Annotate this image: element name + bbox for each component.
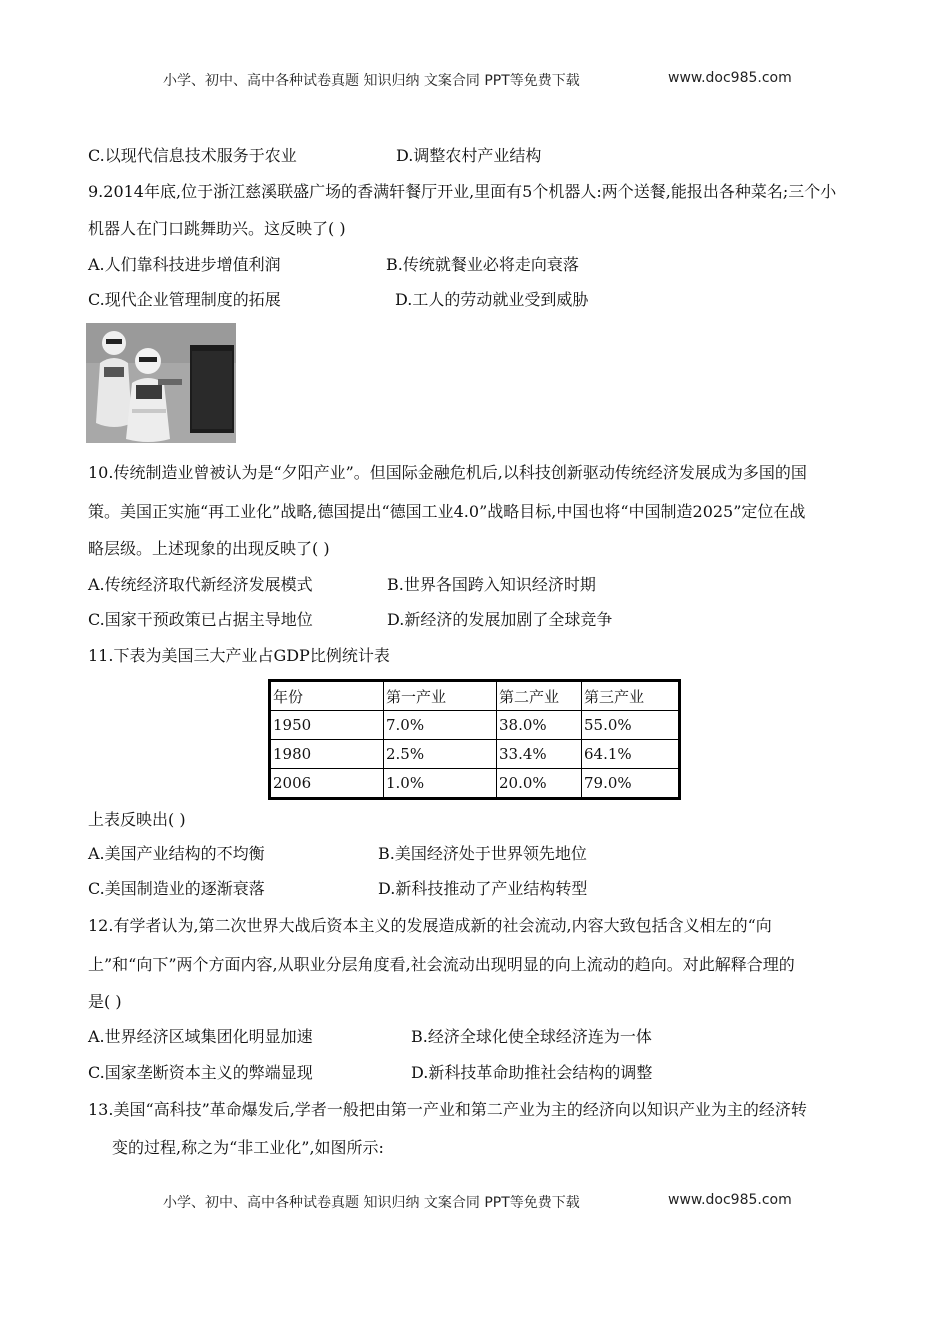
q12-stem-line2: 上”和“向下”两个方面内容,从职业分层角度看,社会流动出现明显的向上流动的趋向。对此解释合理的 — [88, 955, 795, 974]
q10-stem-line3: 略层级。上述现象的出现反映了( ) — [88, 539, 330, 558]
table-row — [270, 711, 680, 740]
table-cell: 33.4% — [497, 740, 582, 769]
header-site: www.doc985.com — [668, 70, 792, 86]
table-cell: 64.1% — [582, 740, 680, 769]
robot-photo-illustration — [86, 323, 236, 443]
table-cell: 2.5% — [384, 740, 497, 769]
table-cell: 7.0% — [384, 711, 497, 740]
q10-option-c: C.国家干预政策已占据主导地位 — [88, 610, 313, 629]
q12-option-d: D.新科技革命助推社会结构的调整 — [411, 1063, 653, 1082]
q13-stem-line2: 变的过程,称之为“非工业化”,如图所示: — [112, 1138, 384, 1157]
table-cell: 2006 — [270, 769, 384, 799]
q11-option-b: B.美国经济处于世界领先地位 — [378, 844, 587, 863]
table-header-cell: 第一产业 — [384, 681, 497, 711]
table-cell: 20.0% — [497, 769, 582, 799]
header-text: 小学、初中、高中各种试卷真题 知识归纳 文案合同 PPT等免费下载 — [163, 73, 580, 89]
table-header-cell: 第三产业 — [582, 681, 680, 711]
robot-restaurant-photo — [86, 323, 236, 443]
q11-option-d: D.新科技推动了产业结构转型 — [378, 879, 588, 898]
table-row — [270, 740, 680, 769]
table-cell: 55.0% — [582, 711, 680, 740]
table-cell: 1950 — [270, 711, 384, 740]
q10-option-a: A.传统经济取代新经济发展模式 — [88, 575, 313, 594]
table-header-row — [270, 681, 680, 711]
q9-option-b: B.传统就餐业必将走向衰落 — [386, 255, 579, 274]
q10-stem-line2: 策。美国正实施“再工业化”战略,德国提出“德国工业4.0”战略目标,中国也将“中国制造2025”定位在战 — [88, 502, 806, 521]
q9-option-d: D.工人的劳动就业受到威胁 — [395, 290, 589, 309]
gdp-share-table — [268, 679, 681, 800]
footer-site: www.doc985.com — [668, 1192, 792, 1208]
q12-stem-line1: 12.有学者认为,第二次世界大战后资本主义的发展造成新的社会流动,内容大致包括含义相左的“向 — [88, 916, 772, 935]
q11-option-c: C.美国制造业的逐渐衰落 — [88, 879, 265, 898]
table-cell: 38.0% — [497, 711, 582, 740]
q10-option-d: D.新经济的发展加剧了全球竞争 — [387, 610, 613, 629]
q10-stem-line1: 10.传统制造业曾被认为是“夕阳产业”。但国际金融危机后,以科技创新驱动传统经济发展成为多国的国 — [88, 463, 807, 482]
table-cell: 79.0% — [582, 769, 680, 799]
q9-stem-line1: 9.2014年底,位于浙江慈溪联盛广场的香满轩餐厅开业,里面有5个机器人:两个送餐,能报出各种菜名;三个小 — [88, 182, 837, 201]
q11-stem: 11.下表为美国三大产业占GDP比例统计表 — [88, 646, 390, 665]
q11-after-table: 上表反映出( ) — [88, 810, 186, 829]
q13-stem-line1: 13.美国“高科技”革命爆发后,学者一般把由第一产业和第二产业为主的经济向以知识产业为主的经济转 — [88, 1100, 807, 1119]
page-footer — [163, 1192, 580, 1212]
q9-option-a: A.人们靠科技进步增值利润 — [88, 255, 281, 274]
q10-option-b: B.世界各国跨入知识经济时期 — [387, 575, 596, 594]
q12-stem-line3: 是( ) — [88, 992, 122, 1011]
table-cell: 1.0% — [384, 769, 497, 799]
q8-option-c: C.以现代信息技术服务于农业 — [88, 146, 297, 165]
table-cell: 1980 — [270, 740, 384, 769]
q12-option-b: B.经济全球化使全球经济连为一体 — [411, 1027, 652, 1046]
q9-stem-line2: 机器人在门口跳舞助兴。这反映了( ) — [88, 219, 346, 238]
q12-option-c: C.国家垄断资本主义的弊端显现 — [88, 1063, 313, 1082]
q9-option-c: C.现代企业管理制度的拓展 — [88, 290, 281, 309]
table-header-cell: 年份 — [270, 681, 384, 711]
page-header — [163, 70, 580, 90]
table-row — [270, 769, 680, 799]
table-header-cell: 第二产业 — [497, 681, 582, 711]
q11-option-a: A.美国产业结构的不均衡 — [88, 844, 265, 863]
q8-option-d: D.调整农村产业结构 — [396, 146, 542, 165]
footer-text: 小学、初中、高中各种试卷真题 知识归纳 文案合同 PPT等免费下载 — [163, 1195, 580, 1211]
q12-option-a: A.世界经济区域集团化明显加速 — [88, 1027, 313, 1046]
